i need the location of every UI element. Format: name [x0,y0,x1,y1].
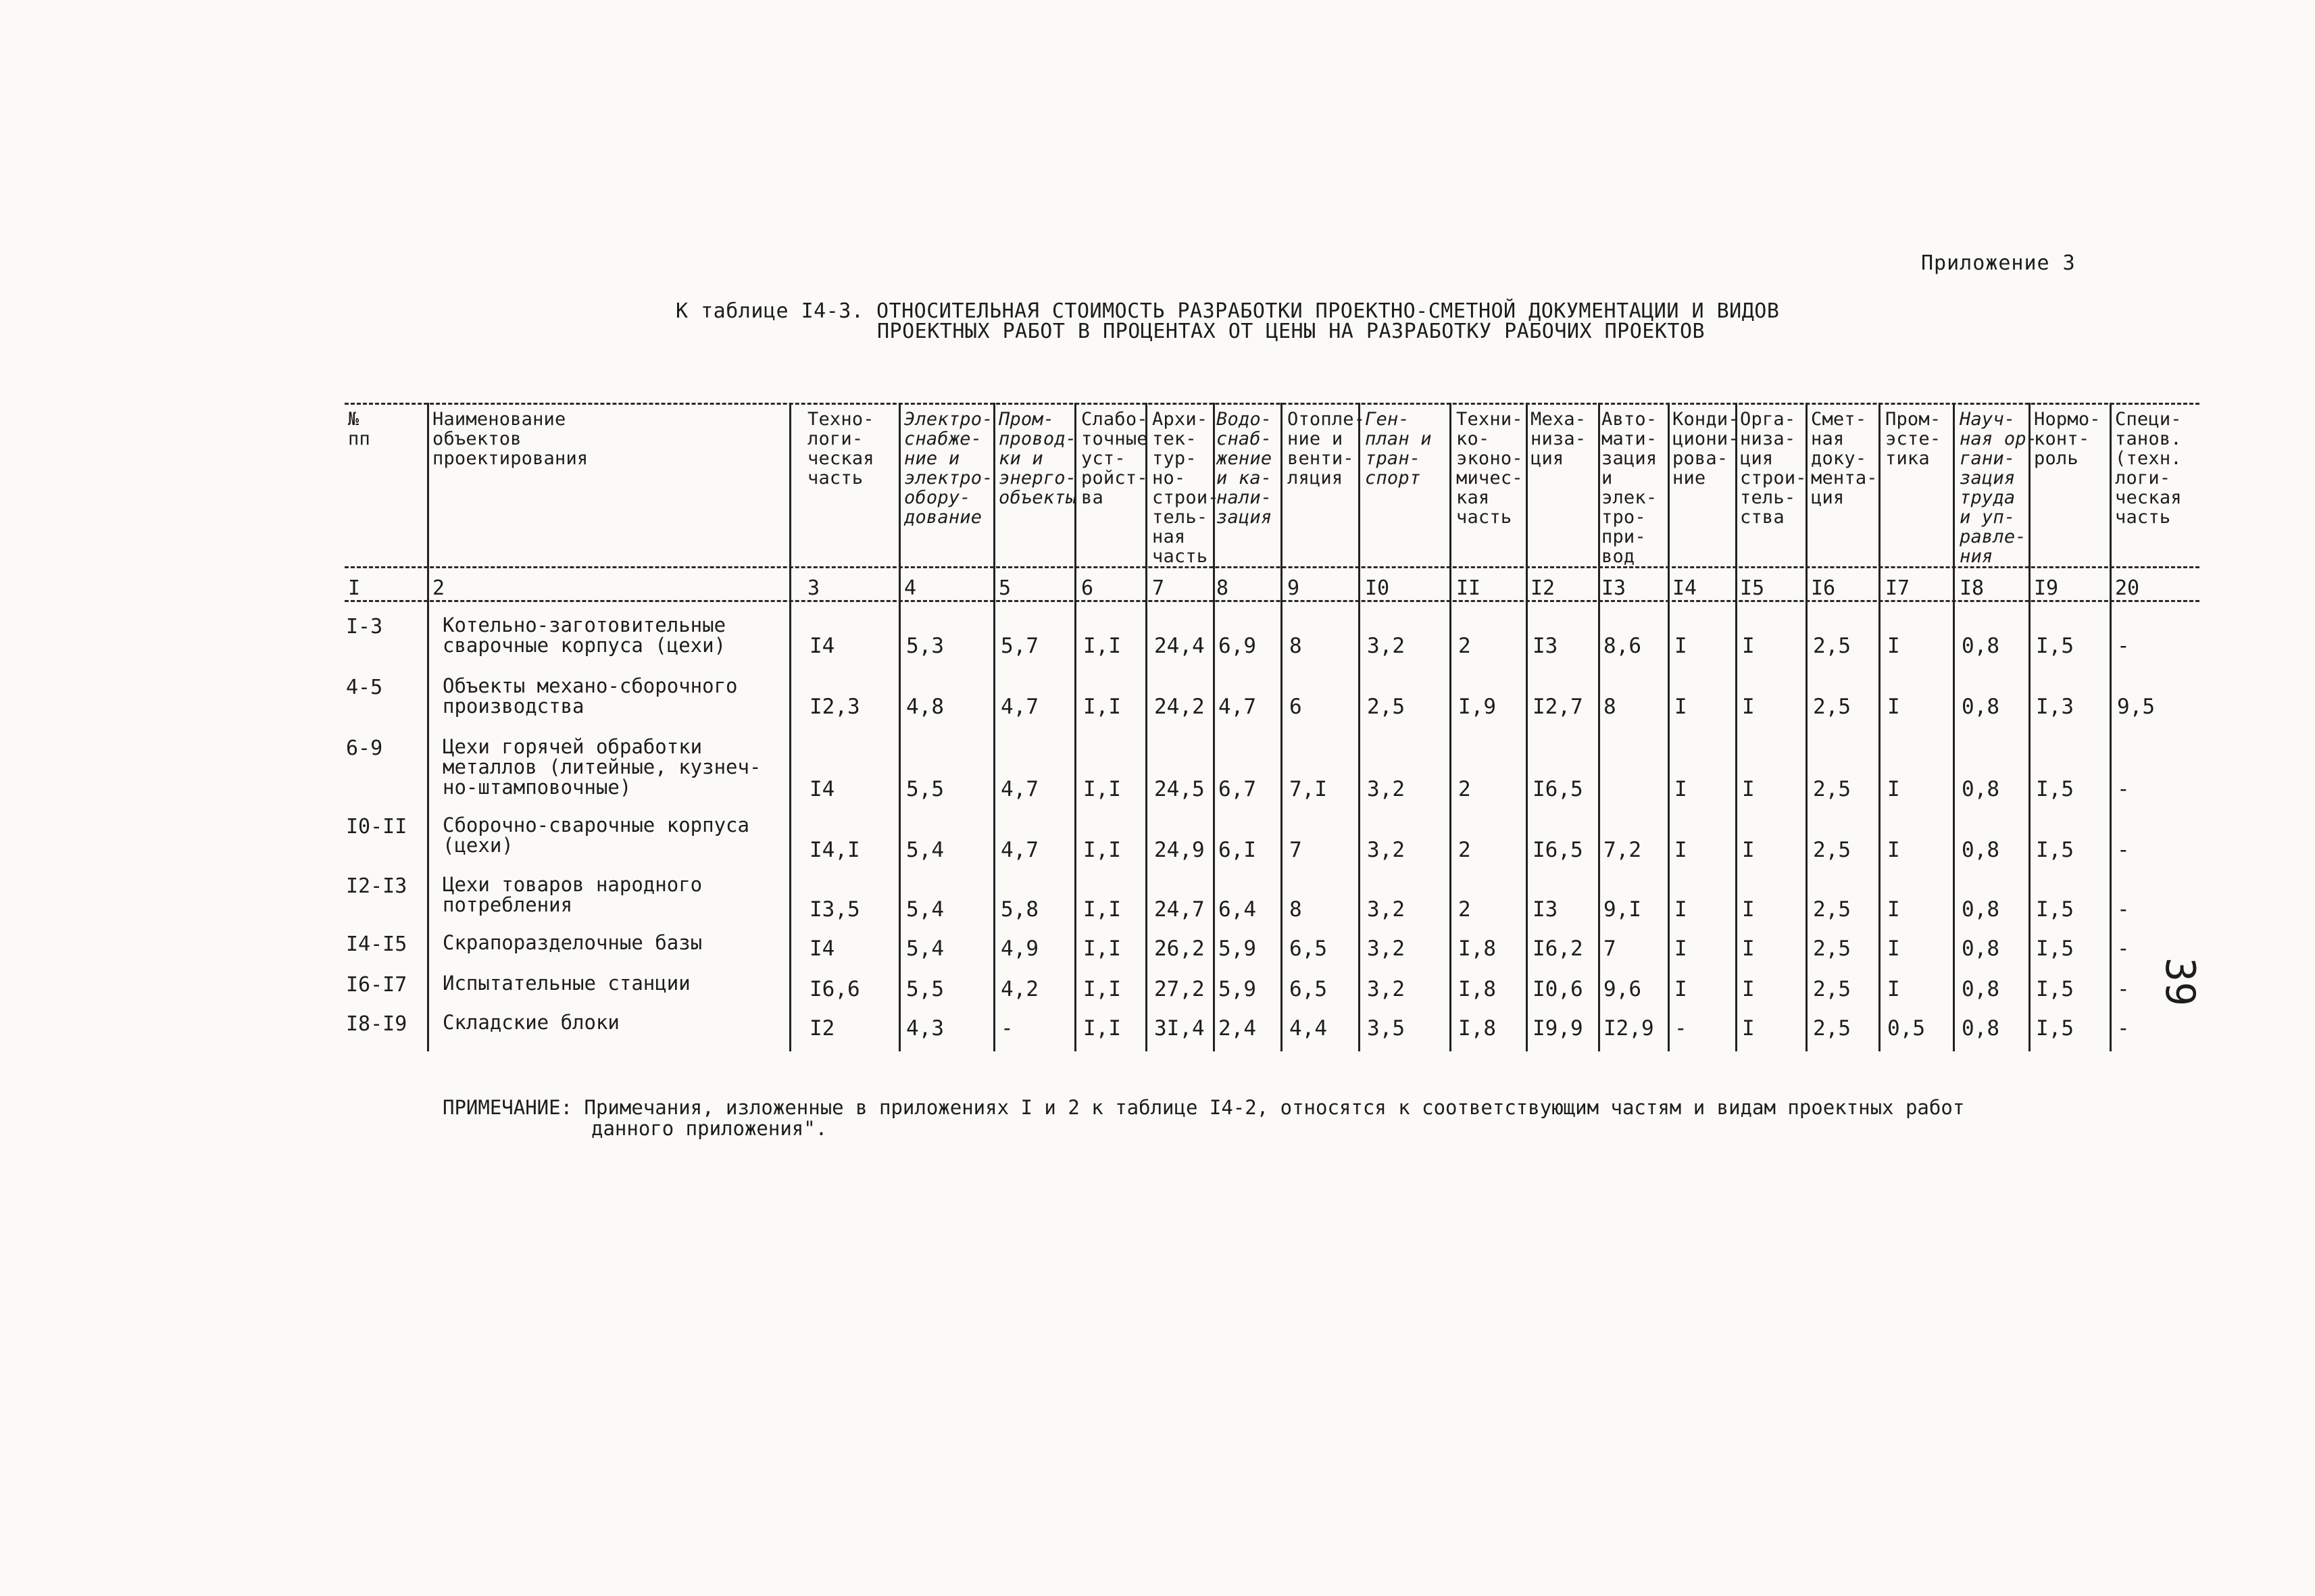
table-cell: I [1742,937,1755,961]
column-divider [1735,403,1737,1051]
table-cell: 3,2 [1367,838,1405,862]
table-cell: 6,I [1218,838,1256,862]
column-number: 7 [1152,576,1165,600]
column-number: I3 [1601,576,1626,600]
column-header: Конди- циони- рова- ние [1672,409,1739,489]
table-cell: 24,4 [1154,634,1205,658]
column-header: № пп [348,409,370,449]
table-cell: 4,8 [906,695,944,719]
table-cell: 2,5 [1813,695,1851,719]
column-header: Пром- эсте- тика [1885,409,1941,469]
table-title [676,301,1797,342]
table-cell: I [1887,937,1900,961]
table-cell: I,I [1083,937,1121,961]
table-cell: 9,5 [2117,695,2155,719]
table-cell: 7,I [1289,777,1327,801]
table-cell: 2 [1458,777,1471,801]
column-number: 20 [2115,576,2140,600]
column-divider [1280,403,1283,1051]
table-cell: 6 [1289,695,1302,719]
table-cell: I,5 [2036,777,2074,801]
table-cell: I2,7 [1533,695,1583,719]
table-cell: I,I [1083,1016,1121,1041]
table-cell: 6,5 [1289,937,1327,961]
table-cell: - [2117,838,2130,862]
table-cell: 3,2 [1367,897,1405,922]
table-cell: I,9 [1458,695,1496,719]
column-header: Наименование объектов проектирования [432,409,589,469]
table-cell: 4,7 [1001,838,1039,862]
column-header: Электро- снабже- ние и электро- обору- дование [904,409,993,528]
table-cell: 0,8 [1962,777,1999,801]
table-cell: - [1001,1016,1014,1041]
table-cell: I3 [1533,634,1558,658]
table-cell: 24,9 [1154,838,1205,862]
table-cell: 8 [1289,634,1302,658]
table-cell: I2,3 [810,695,860,719]
table-cell: 0,8 [1962,977,1999,1001]
column-divider [1598,403,1600,1051]
table-cell: I [1742,634,1755,658]
row-number: I6-I7 [346,973,407,997]
table-cell: I,5 [2036,1016,2074,1041]
table-cell: 7 [1603,937,1616,961]
table-cell: I0,6 [1533,977,1583,1001]
table-cell: 2,5 [1367,695,1405,719]
table-cell: 9,I [1603,897,1641,922]
table-cell: 4,7 [1218,695,1256,719]
column-header: Водо- снаб- жение и ка- нали- зация [1216,409,1272,528]
table-cell: I2 [810,1016,835,1041]
table-cell: I [1674,977,1687,1001]
column-divider [1526,403,1528,1051]
table-cell: I6,5 [1533,838,1583,862]
table-cell: I [1887,897,1900,922]
column-header: Пром- провод- ки и энерго- объекты [999,409,1077,508]
table-cell: 2,5 [1813,897,1851,922]
table-cell: 24,2 [1154,695,1205,719]
row-number: I-3 [346,615,383,639]
table-cell: I,5 [2036,977,2074,1001]
table-cell: 5,7 [1001,634,1039,658]
table-title-line-1: К таблице I4-3. ОТНОСИТЕЛЬНАЯ СТОИМОСТЬ РАЗРАБОТКИ ПРОЕКТНО-СМЕТНОЙ ДОКУМЕНТАЦИИ И ВИДОВ [676,299,1780,323]
table-cell: I,I [1083,777,1121,801]
table-cell: I [1742,977,1755,1001]
table-cell: 2,5 [1813,1016,1851,1041]
table-cell: - [2117,937,2130,961]
table-cell: 5,3 [906,634,944,658]
table-cell: I [1674,897,1687,922]
column-header: Смет- ная доку- мента- ция [1811,409,1878,508]
table-cell: 3,2 [1367,977,1405,1001]
column-header: Слабо- точные уст- ройст- ва [1081,409,1148,508]
table-title-line-2: ПРОЕКТНЫХ РАБОТ В ПРОЦЕНТАХ ОТ ЦЕНЫ НА РАЗРАБОТКУ РАБОЧИХ ПРОЕКТОВ [877,320,1706,343]
table-cell: I,5 [2036,634,2074,658]
table-cell: 4,4 [1289,1016,1327,1041]
table-cell: 6,7 [1218,777,1256,801]
column-number: I9 [2034,576,2059,600]
table-cell: 2 [1458,634,1471,658]
table-cell: 3,2 [1367,634,1405,658]
table-cell: I,8 [1458,977,1496,1001]
row-number: I4-I5 [346,932,407,956]
column-number: 4 [904,576,917,600]
table-cell: I6,2 [1533,937,1583,961]
table-cell: 7 [1289,838,1302,862]
table-cell: I [1674,838,1687,862]
table-cell: I [1742,838,1755,862]
row-number: I8-I9 [346,1012,407,1036]
table-cell: I,I [1083,838,1121,862]
table-cell: 24,7 [1154,897,1205,922]
column-number: I4 [1672,576,1697,600]
header-bottom-rule [345,566,2199,568]
table-cell: 4,3 [906,1016,944,1041]
row-number: I0-II [346,815,407,839]
table-cell: I4,I [810,838,860,862]
column-number: II [1456,576,1481,600]
table-cell: I9,9 [1533,1016,1583,1041]
footnote-line-1: ПРИМЕЧАНИЕ: Примечания, изложенные в приложениях I и 2 к таблице I4-2, относятся к соответствующим частям и видам проектных работ [443,1096,1965,1119]
column-number: I [348,576,361,600]
column-divider [899,403,901,1051]
column-number: 2 [432,576,445,600]
table-cell: 7,2 [1603,838,1641,862]
table-cell: I [1674,777,1687,801]
column-header: Меха- низа- ция [1530,409,1587,469]
table-cell: 0,8 [1962,695,1999,719]
column-divider [427,403,429,1051]
table-cell: 5,4 [906,937,944,961]
table-cell: I,I [1083,977,1121,1001]
column-header: Специ- танов. (техн. логи- ческая часть [2115,409,2182,528]
column-divider [993,403,995,1051]
table-cell: 0,8 [1962,897,1999,922]
footnote [443,1097,2132,1139]
table-cell: 0,8 [1962,1016,1999,1041]
table-cell: 2,5 [1813,838,1851,862]
column-divider [789,403,791,1051]
column-header: Науч- ная ор- гани- зация труда и уп- равле- ния [1960,409,2038,567]
table-cell: I [1887,695,1900,719]
table-cell: I [1742,777,1755,801]
table-cell: I,8 [1458,1016,1496,1041]
table-cell: 6,9 [1218,634,1256,658]
object-name: Цехи горячей обработки металлов (литейные, кузнеч- но-штамповочные) [443,735,762,799]
table-cell: I [1674,937,1687,961]
footnote-line-2: данного приложения". [591,1117,828,1140]
column-divider [1878,403,1881,1051]
column-divider [2110,403,2112,1051]
table-cell: I4 [810,937,835,961]
column-header: Техни- ко- эконо- мичес- кая часть [1456,409,1523,528]
table-cell: I [1742,897,1755,922]
table-cell: 5,9 [1218,937,1256,961]
table-cell: - [2117,977,2130,1001]
column-header: Авто- мати- зация и элек- тро- при- вод [1601,409,1658,567]
table-cell: I [1674,695,1687,719]
table-cell: 4,2 [1001,977,1039,1001]
table-cell: 2 [1458,897,1471,922]
table-cell: 9,6 [1603,977,1641,1001]
table-cell: 0,5 [1887,1016,1925,1041]
table-cell: 5,5 [906,777,944,801]
table-cell: 27,2 [1154,977,1205,1001]
column-header: Ген- план и тран- спорт [1365,409,1432,489]
table-cell: 5,8 [1001,897,1039,922]
table-cell: - [2117,1016,2130,1041]
table-cell: 2 [1458,838,1471,862]
appendix-label: Приложение 3 [1921,251,2076,275]
column-number: I0 [1365,576,1390,600]
table-cell: I,I [1083,695,1121,719]
table-cell: I [1887,777,1900,801]
table-cell: 5,9 [1218,977,1256,1001]
column-header: Архи- тек- тур- но- строи- тель- ная часть [1152,409,1219,567]
table-cell: I,5 [2036,897,2074,922]
table-cell: - [2117,634,2130,658]
table-cell: I,5 [2036,937,2074,961]
table-cell: 8 [1603,695,1616,719]
column-number: I8 [1960,576,1985,600]
table-cell: 2,5 [1813,937,1851,961]
column-number-rule [345,600,2199,602]
table-cell: 3,2 [1367,777,1405,801]
column-divider [1449,403,1451,1051]
table-cell: 26,2 [1154,937,1205,961]
table-cell: 3,2 [1367,937,1405,961]
table-cell: 5,4 [906,838,944,862]
table-cell: - [2117,897,2130,922]
table-cell: 8,6 [1603,634,1641,658]
column-number: I5 [1740,576,1765,600]
table-cell: 4,9 [1001,937,1039,961]
row-number: I2-I3 [346,874,407,898]
table-cell: 24,5 [1154,777,1205,801]
object-name: Объекты механо-сборочного производства [443,674,738,718]
column-header: Нормо- конт- роль [2034,409,2101,469]
column-header: Техно- логи- ческая часть [807,409,874,489]
object-name: Испытательные станции [443,972,691,995]
table-cell: I,8 [1458,937,1496,961]
table-cell: 4,7 [1001,777,1039,801]
column-number: 8 [1216,576,1229,600]
table-cell: I [1887,977,1900,1001]
table-cell: 2,4 [1218,1016,1256,1041]
table-cell: I,5 [2036,838,2074,862]
table-cell: I [1887,838,1900,862]
table-cell: 6,4 [1218,897,1256,922]
table-cell: I4 [810,777,835,801]
table-cell: I [1742,695,1755,719]
row-number: 6-9 [346,737,383,760]
table-cell: I [1887,634,1900,658]
table-cell: I4 [810,634,835,658]
table-cell: I6,6 [810,977,860,1001]
object-name: Скрапоразделочные базы [443,931,703,954]
column-header: Отопле- ние и венти- ляция [1287,409,1366,489]
table-cell: I,I [1083,634,1121,658]
table-cell: 2,5 [1813,634,1851,658]
column-header: Орга- низа- ция строи- тель- ства [1740,409,1807,528]
object-name: Котельно-заготовительные сварочные корпуса (цехи) [443,614,726,657]
table-cell: 2,5 [1813,777,1851,801]
table-cell: - [1674,1016,1687,1041]
table-cell: 5,4 [906,897,944,922]
column-number: 9 [1287,576,1300,600]
table-cell: I [1742,1016,1755,1041]
header-top-rule [345,403,2199,405]
column-divider [1358,403,1360,1051]
table-cell: 0,8 [1962,937,1999,961]
table-cell: 3,5 [1367,1016,1405,1041]
table-cell: 2,5 [1813,977,1851,1001]
table-cell: 8 [1289,897,1302,922]
object-name: Цехи товаров народного потребления [443,873,703,916]
row-number: 4-5 [346,676,383,699]
column-number: 5 [999,576,1012,600]
table-cell: 0,8 [1962,634,1999,658]
table-cell: 4,7 [1001,695,1039,719]
object-name: Складские блоки [443,1011,620,1034]
column-number: 3 [807,576,820,600]
table-cell: 0,8 [1962,838,1999,862]
table-cell: I6,5 [1533,777,1583,801]
table-cell: I,I [1083,897,1121,922]
table-cell: - [2117,777,2130,801]
page-number: 39 [2156,957,2204,1007]
column-divider [1953,403,1955,1051]
column-number: I2 [1530,576,1555,600]
object-name: Сборочно-сварочные корпуса (цехи) [443,814,749,857]
table-cell: 3I,4 [1154,1016,1205,1041]
table-cell: I3,5 [810,897,860,922]
table-cell: 6,5 [1289,977,1327,1001]
table-cell: I3 [1533,897,1558,922]
table-cell: I [1674,634,1687,658]
column-number: I6 [1811,576,1836,600]
column-number: I7 [1885,576,1910,600]
table-cell: 5,5 [906,977,944,1001]
column-number: 6 [1081,576,1094,600]
table-cell: I2,9 [1603,1016,1654,1041]
table-cell: I,3 [2036,695,2074,719]
column-divider [1668,403,1670,1051]
